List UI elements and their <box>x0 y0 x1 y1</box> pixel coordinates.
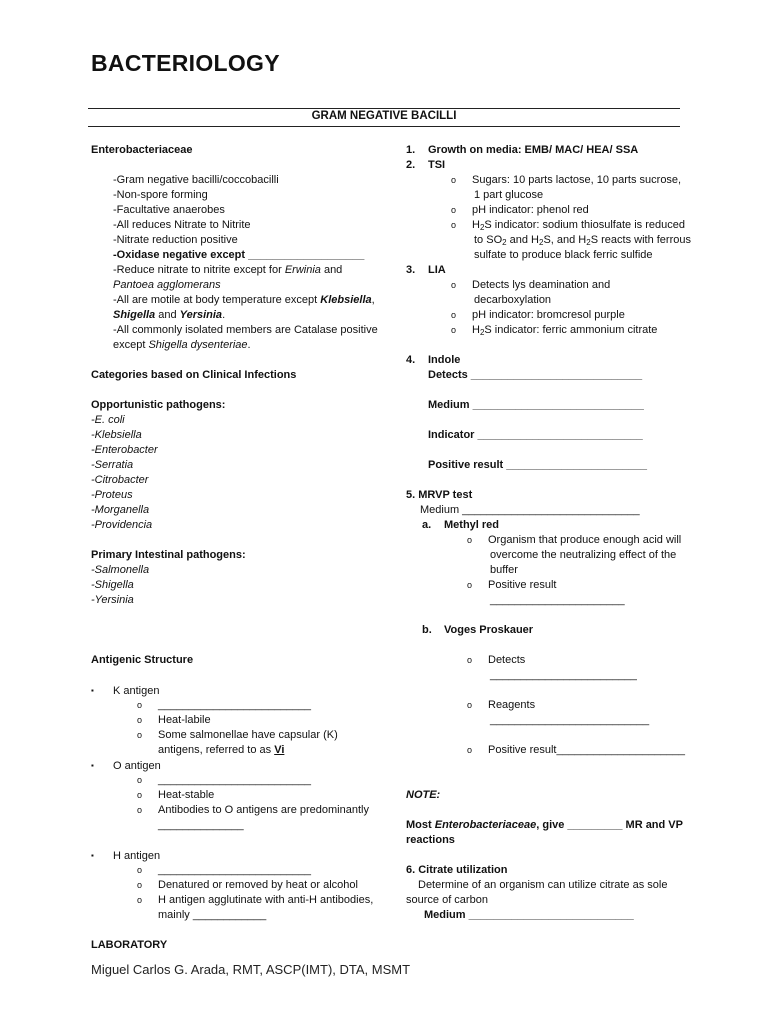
list-item: -Salmonella <box>91 564 150 576</box>
sub-item-cont: buffer <box>490 564 518 576</box>
k-antigen-item: ▪ K antigen <box>91 685 160 697</box>
circle-bullet-icon: o <box>451 325 457 335</box>
circle-bullet-icon: o <box>137 790 143 800</box>
sub-item: o $H_2S$ indicator: sodium thiosulfate is reduced <box>451 219 685 232</box>
family-heading: Enterobacteriaceae <box>91 144 193 156</box>
indole-detects: Detects ____________________________ <box>428 369 643 381</box>
citrate-text: Determine of an organism can utilize citrate as sole <box>418 879 668 891</box>
sub-item-cont: overcome the neutralizing effect of the <box>490 549 677 561</box>
circle-bullet-icon: o <box>137 880 143 890</box>
circle-bullet-icon: o <box>467 700 473 710</box>
circle-bullet-icon: o <box>451 175 457 185</box>
trait-catalase: -All commonly isolated members are Catalase positive <box>113 324 378 336</box>
list-item: -Proteus <box>91 489 133 501</box>
circle-bullet-icon: o <box>451 280 457 290</box>
sub-item: o _________________________ <box>137 699 311 711</box>
h-antigen-item: ▪ H antigen <box>91 850 161 862</box>
sub-item: o _________________________ <box>137 774 311 786</box>
sub-item: o pH indicator: phenol red <box>451 204 589 216</box>
note-heading: NOTE: <box>406 789 441 801</box>
list-item: -Yersinia <box>91 594 134 606</box>
opportunistic-heading: Opportunistic pathogens: <box>91 399 226 411</box>
trait-nitrate: -Reduce nitrate to nitrite except for Erwinia and <box>113 264 343 276</box>
sub-item: o H antigen agglutinate with anti-H antibodies, <box>137 894 374 906</box>
sub-item: o Heat-labile <box>137 714 211 726</box>
circle-bullet-icon: o <box>137 895 143 905</box>
note-text-cont: reactions <box>406 834 455 846</box>
list-item: -Morganella <box>91 504 150 516</box>
sub-item-cont: decarboxylation <box>474 294 552 306</box>
citrate-medium: Medium ___________________________ <box>424 909 634 921</box>
sub-item: o Heat-stable <box>137 789 215 801</box>
circle-bullet-icon: o <box>451 205 457 215</box>
bottom-rule <box>88 126 680 127</box>
trait: -Non-spore forming <box>113 189 208 201</box>
circle-bullet-icon: o <box>137 730 143 740</box>
mrvp-heading: 5. MRVP test <box>406 489 473 501</box>
traits-list <box>91 173 381 353</box>
mrvp-medium: Medium _____________________________ <box>420 504 640 516</box>
list-item: -E. coli <box>91 414 125 426</box>
top-rule <box>88 108 680 109</box>
square-bullet-icon: ▪ <box>91 686 94 695</box>
indole-item: 4. Indole <box>406 354 461 366</box>
sub-item-cont: __________________________ <box>490 714 650 726</box>
list-item: -Enterobacter <box>91 444 158 456</box>
sub-item: o Positive result_____________________ <box>467 744 685 756</box>
circle-bullet-icon: o <box>137 775 143 785</box>
list-item: -Shigella <box>91 579 134 591</box>
antigenic-heading: Antigenic Structure <box>91 654 194 666</box>
list-item: -Serratia <box>91 459 134 471</box>
circle-bullet-icon: o <box>137 715 143 725</box>
growth-item: 1. Growth on media: EMB/ MAC/ HEA/ SSA <box>406 144 639 156</box>
sub-item-cont: sulfate to produce black ferric sulfide <box>474 249 653 261</box>
trait-oxidase: -Oxidase negative except ___________________ <box>113 249 365 261</box>
sub-item: o Positive result <box>467 579 557 591</box>
sub-item: o Reagents <box>467 699 536 711</box>
indole-indicator: Indicator ___________________________ <box>428 429 643 441</box>
list-item: -Citrobacter <box>91 474 149 486</box>
voges-heading: b. Voges Proskauer <box>422 624 534 636</box>
methyl-red-heading: a. Methyl red <box>422 519 500 531</box>
o-antigen-item: ▪ O antigen <box>91 760 161 772</box>
sub-item: o Some salmonellae have capsular (K) <box>137 729 338 741</box>
footer-author: Miguel Carlos G. Arada, RMT, ASCP(IMT), DTA, MSMT <box>91 962 411 977</box>
laboratory-heading: LABORATORY <box>91 939 168 951</box>
square-bullet-icon: ▪ <box>91 761 94 770</box>
lia-item: 3. LIA <box>406 264 446 276</box>
trait-motile: -All are motile at body temperature except Klebsiella, <box>113 294 375 306</box>
trait: -Facultative anaerobes <box>113 204 225 216</box>
circle-bullet-icon: o <box>467 655 473 665</box>
sub-item: o pH indicator: bromcresol purple <box>451 309 625 321</box>
trait: -All reduces Nitrate to Nitrite <box>113 219 251 231</box>
sub-item: o Detects <box>467 654 526 666</box>
circle-bullet-icon: o <box>467 745 473 755</box>
sub-item: o _________________________ <box>137 864 311 876</box>
sub-item-cont: to $SO_2$ and $H_2S$, and $H_2S$ reacts with ferrous <box>474 234 691 247</box>
trait-catalase-cont: except Shigella dysenteriae. <box>113 339 251 351</box>
indole-positive: Positive result _______________________ <box>428 459 647 471</box>
note-text: Most Enterobacteriaceae, give _________ MR and VP <box>406 819 683 831</box>
trait-motile-cont: Shigella and Yersinia. <box>113 309 226 321</box>
sub-item-cont: ______________ <box>158 819 244 831</box>
left-column <box>91 143 381 953</box>
page-title: BACTERIOLOGY <box>91 50 280 76</box>
trait: -Gram negative bacilli/coccobacilli <box>113 174 279 186</box>
square-bullet-icon: ▪ <box>91 851 94 860</box>
sub-item: o Detects lys deamination and <box>451 279 611 291</box>
indole-medium: Medium ____________________________ <box>428 399 644 411</box>
sub-item: o Antibodies to O antigens are predominantly <box>137 804 369 816</box>
list-item: -Providencia <box>91 519 153 531</box>
circle-bullet-icon: o <box>467 580 473 590</box>
citrate-heading: 6. Citrate utilization <box>406 864 508 876</box>
circle-bullet-icon: o <box>137 700 143 710</box>
sub-item-cont: 1 part glucose <box>474 189 544 201</box>
circle-bullet-icon: o <box>137 865 143 875</box>
tsi-item: 2. TSI <box>406 159 446 171</box>
trait-pantoea: Pantoea agglomerans <box>113 279 221 291</box>
sub-item: o Denatured or removed by heat or alcohol <box>137 879 358 891</box>
circle-bullet-icon: o <box>137 805 143 815</box>
sub-item-cont: ______________________ <box>490 594 625 606</box>
categories-heading: Categories based on Clinical Infections <box>91 369 297 381</box>
trait: -Nitrate reduction positive <box>113 234 238 246</box>
circle-bullet-icon: o <box>467 535 473 545</box>
sub-item: o $H_2S$ indicator: ferric ammonium citrate <box>451 324 658 337</box>
sub-item: o Organism that produce enough acid will <box>467 534 682 546</box>
circle-bullet-icon: o <box>451 220 457 230</box>
citrate-text-cont: source of carbon <box>406 894 488 906</box>
circle-bullet-icon: o <box>451 310 457 320</box>
sub-item-cont: mainly ____________ <box>158 909 267 921</box>
section-title: GRAM NEGATIVE BACILLI <box>311 110 457 122</box>
primary-heading: Primary Intestinal pathogens: <box>91 549 246 561</box>
list-item: -Klebsiella <box>91 429 142 441</box>
sub-item-cont: antigens, referred to as Vi <box>158 744 285 756</box>
sub-item: o Sugars: 10 parts lactose, 10 parts sucrose, <box>451 174 682 186</box>
sub-item-cont: ________________________ <box>490 669 637 681</box>
right-column <box>406 143 696 923</box>
